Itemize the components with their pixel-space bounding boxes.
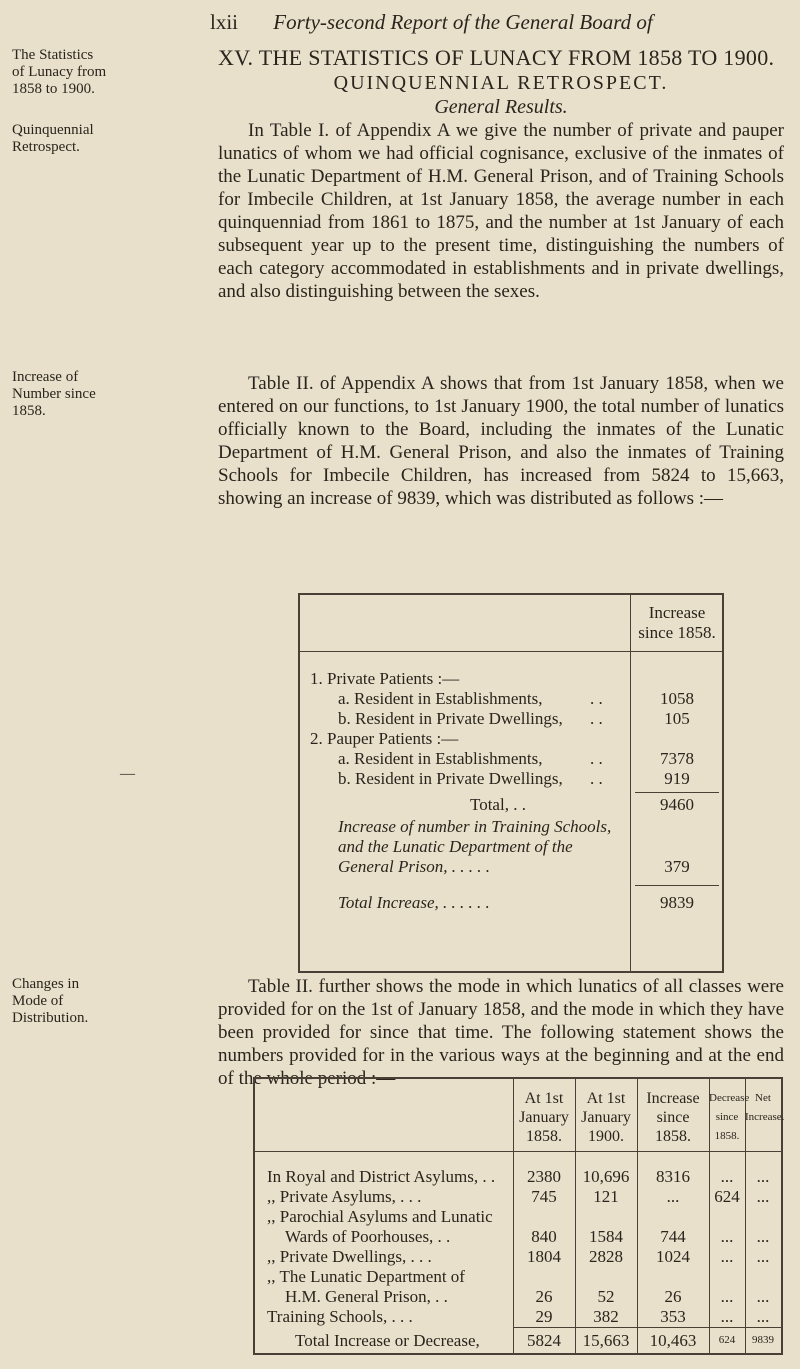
total-increase-rule — [635, 885, 719, 886]
cell-decrease: ... — [720, 1167, 734, 1186]
row-label: In Royal and District Asylums, . . — [267, 1167, 496, 1186]
margin-note-quinquennial: Quinquennial Retrospect. — [12, 122, 94, 155]
cell-net: ... — [756, 1187, 770, 1206]
private-b-label: b. Resident in Private Dwellings, — [338, 709, 563, 728]
paragraph-1: In Table I. of Appendix A we give the number of private and pauper lunatics of whom we had official cognisance, exclusive of the inmates of the Lunatic Department of H.M. General Prison, and of Training Schools for Imbecile Children, at 1st January 1858, the average number in each quinquenniad from 1861 to 1875, and the number at 1st January of each subsequent year up to the present time, distinguishing the numbers of each category accommodated in establishments and in private dwellings, and also distinguishing between the sexes. — [218, 120, 784, 302]
section-heading: XV. THE STATISTICS OF LUNACY FROM 1858 TO 1900. — [218, 45, 775, 70]
cell-1858: 29 — [535, 1307, 553, 1326]
cell-1858: 26 — [535, 1287, 553, 1306]
total-1858: 5824 — [527, 1331, 561, 1350]
margin-note-statistics: The Statistics of Lunacy from 1858 to 1900. — [12, 47, 107, 97]
header-decrease — [709, 1089, 750, 1146]
private-heading: 1. Private Patients :— — [310, 669, 460, 688]
header-line: January — [519, 1109, 569, 1126]
cell-increase: 8316 — [656, 1167, 690, 1186]
total-label: Total, . . — [470, 795, 526, 814]
cell-increase: 744 — [660, 1227, 686, 1246]
paragraph-2: Table II. of Appendix A shows that from 1st January 1858, when we entered on our functions, to 1st January 1900, the total number of lunatics officially known to the Board, including the inmates of the Lunatic Department of H.M. General Prison, and also the inmates of Training Schools for Imbecile Children, has increased from 5824 to 15,663, showing an increase of 9839, which was distributed as follows :— — [218, 373, 784, 509]
increase-table-header-rule — [300, 651, 722, 652]
section-subheading: QUINQUENNIAL RETROSPECT. — [333, 72, 669, 94]
cell-decrease: ... — [720, 1307, 734, 1326]
cell-decrease: 624 — [714, 1187, 740, 1206]
cell-1858: 1804 — [527, 1247, 561, 1266]
cell-1900: 1584 — [589, 1227, 623, 1246]
cell-net: ... — [756, 1287, 770, 1306]
margin-note-changes: Changes in Mode of Distribution. — [12, 976, 89, 1026]
cell-1900: 382 — [593, 1307, 619, 1326]
pauper-a-label: a. Resident in Establishments, — [338, 749, 543, 768]
pauper-heading: 2. Pauper Patients :— — [310, 729, 459, 748]
row-label: ,, Private Dwellings, . . . — [267, 1247, 432, 1266]
row-label: ,, The Lunatic Department of — [267, 1267, 465, 1286]
row-label: Training Schools, . . . — [267, 1307, 413, 1326]
cell-1900: 10,696 — [582, 1167, 630, 1186]
pauper-b-label: b. Resident in Private Dwellings, — [338, 769, 563, 788]
header-line: Net — [755, 1092, 771, 1104]
header-line: since — [715, 1111, 739, 1123]
section-header — [218, 45, 784, 119]
header-line: 1858. — [714, 1130, 740, 1142]
paragraph-1-block — [218, 119, 784, 303]
total-label: Total Increase or Decrease, — [295, 1331, 480, 1350]
cell-decrease: ... — [720, 1287, 734, 1306]
header-line: 1858. — [655, 1128, 691, 1145]
header-line: 1858. — [526, 1128, 562, 1145]
total-net: 9839 — [752, 1334, 774, 1346]
pauper-a-value: 7378 — [660, 749, 694, 768]
total-increase: 10,463 — [649, 1331, 697, 1350]
header-line: January — [581, 1109, 631, 1126]
training-line-3: General Prison, . . . . . — [338, 857, 491, 876]
training-value: 379 — [664, 857, 690, 876]
cell-decrease: ... — [720, 1227, 734, 1246]
header-1900 — [575, 1089, 637, 1146]
cell-increase: 353 — [660, 1307, 686, 1326]
row-dots: . . — [590, 769, 603, 788]
total-increase-value: 9839 — [660, 893, 694, 912]
header-increase — [637, 1089, 709, 1146]
paragraph-3-block — [218, 975, 784, 1090]
page-number: lxii — [210, 10, 239, 34]
cell-1858: 840 — [531, 1227, 557, 1246]
header-line: since — [656, 1109, 690, 1126]
cell-decrease: ... — [720, 1247, 734, 1266]
header-line: At 1st — [524, 1090, 564, 1107]
margin-note-increase: Increase of Number since 1858. — [12, 369, 96, 419]
total-rule — [513, 1327, 781, 1328]
cell-increase: 26 — [664, 1287, 682, 1306]
row-dots: . . — [590, 709, 603, 728]
training-line-2: and the Lunatic Department of the — [338, 837, 573, 856]
pauper-b-value: 919 — [664, 769, 690, 788]
cell-1858: 2380 — [527, 1167, 561, 1186]
header-rule — [255, 1151, 781, 1152]
training-line-1: Increase of number in Training Schools, — [338, 817, 612, 836]
increase-table — [298, 593, 724, 973]
cell-net: ... — [756, 1167, 770, 1186]
distribution-table — [253, 1077, 783, 1355]
cell-1900: 121 — [593, 1187, 619, 1206]
row-dots: . . — [590, 749, 603, 768]
header-line: 1900. — [588, 1128, 624, 1145]
total-value: 9460 — [660, 795, 694, 814]
cell-increase: ... — [666, 1187, 680, 1206]
cell-1900: 52 — [597, 1287, 615, 1306]
row-dots: . . — [590, 689, 603, 708]
private-b-value: 105 — [664, 709, 690, 728]
private-a-value: 1058 — [660, 689, 694, 708]
header-line: Increase. — [745, 1111, 785, 1123]
header-line: At 1st — [586, 1090, 626, 1107]
private-a-label: a. Resident in Establishments, — [338, 689, 543, 708]
cell-1900: 2828 — [589, 1247, 623, 1266]
increase-table-header: Increase since 1858. — [638, 603, 716, 642]
row-label: H.M. General Prison, . . — [285, 1287, 448, 1306]
section-subsubheading: General Results. — [434, 96, 568, 118]
cell-net: ... — [756, 1227, 770, 1246]
total-increase-label: Total Increase, . . . . . . — [338, 893, 490, 912]
cell-1858: 745 — [531, 1187, 557, 1206]
paragraph-3: Table II. further shows the mode in which lunatics of all classes were provided for on the 1st of January 1858, and the mode in which they have been provided for since that time. The following statement shows the numbers provided for in the various ways at the beginning and at the end of the whole period :— — [218, 976, 784, 1089]
row-label: ,, Parochial Asylums and Lunatic — [267, 1207, 493, 1226]
header-line: Decrease — [709, 1092, 750, 1104]
header-1858 — [513, 1089, 575, 1146]
header-line: Increase — [646, 1090, 700, 1107]
row-label: ,, Private Asylums, . . . — [267, 1187, 422, 1206]
paragraph-2-block — [218, 372, 784, 510]
total-1900: 15,663 — [582, 1331, 630, 1350]
running-head — [210, 10, 653, 35]
row-label: Wards of Poorhouses, . . — [285, 1227, 451, 1246]
cell-net: ... — [756, 1247, 770, 1266]
running-title: Forty-second Report of the General Board of — [273, 10, 653, 34]
total-rule — [635, 792, 719, 793]
header-net — [745, 1089, 785, 1127]
cell-net: ... — [756, 1307, 770, 1326]
margin-note-dash: — — [120, 766, 135, 782]
cell-increase: 1024 — [656, 1247, 690, 1266]
total-decrease: 624 — [718, 1334, 736, 1346]
